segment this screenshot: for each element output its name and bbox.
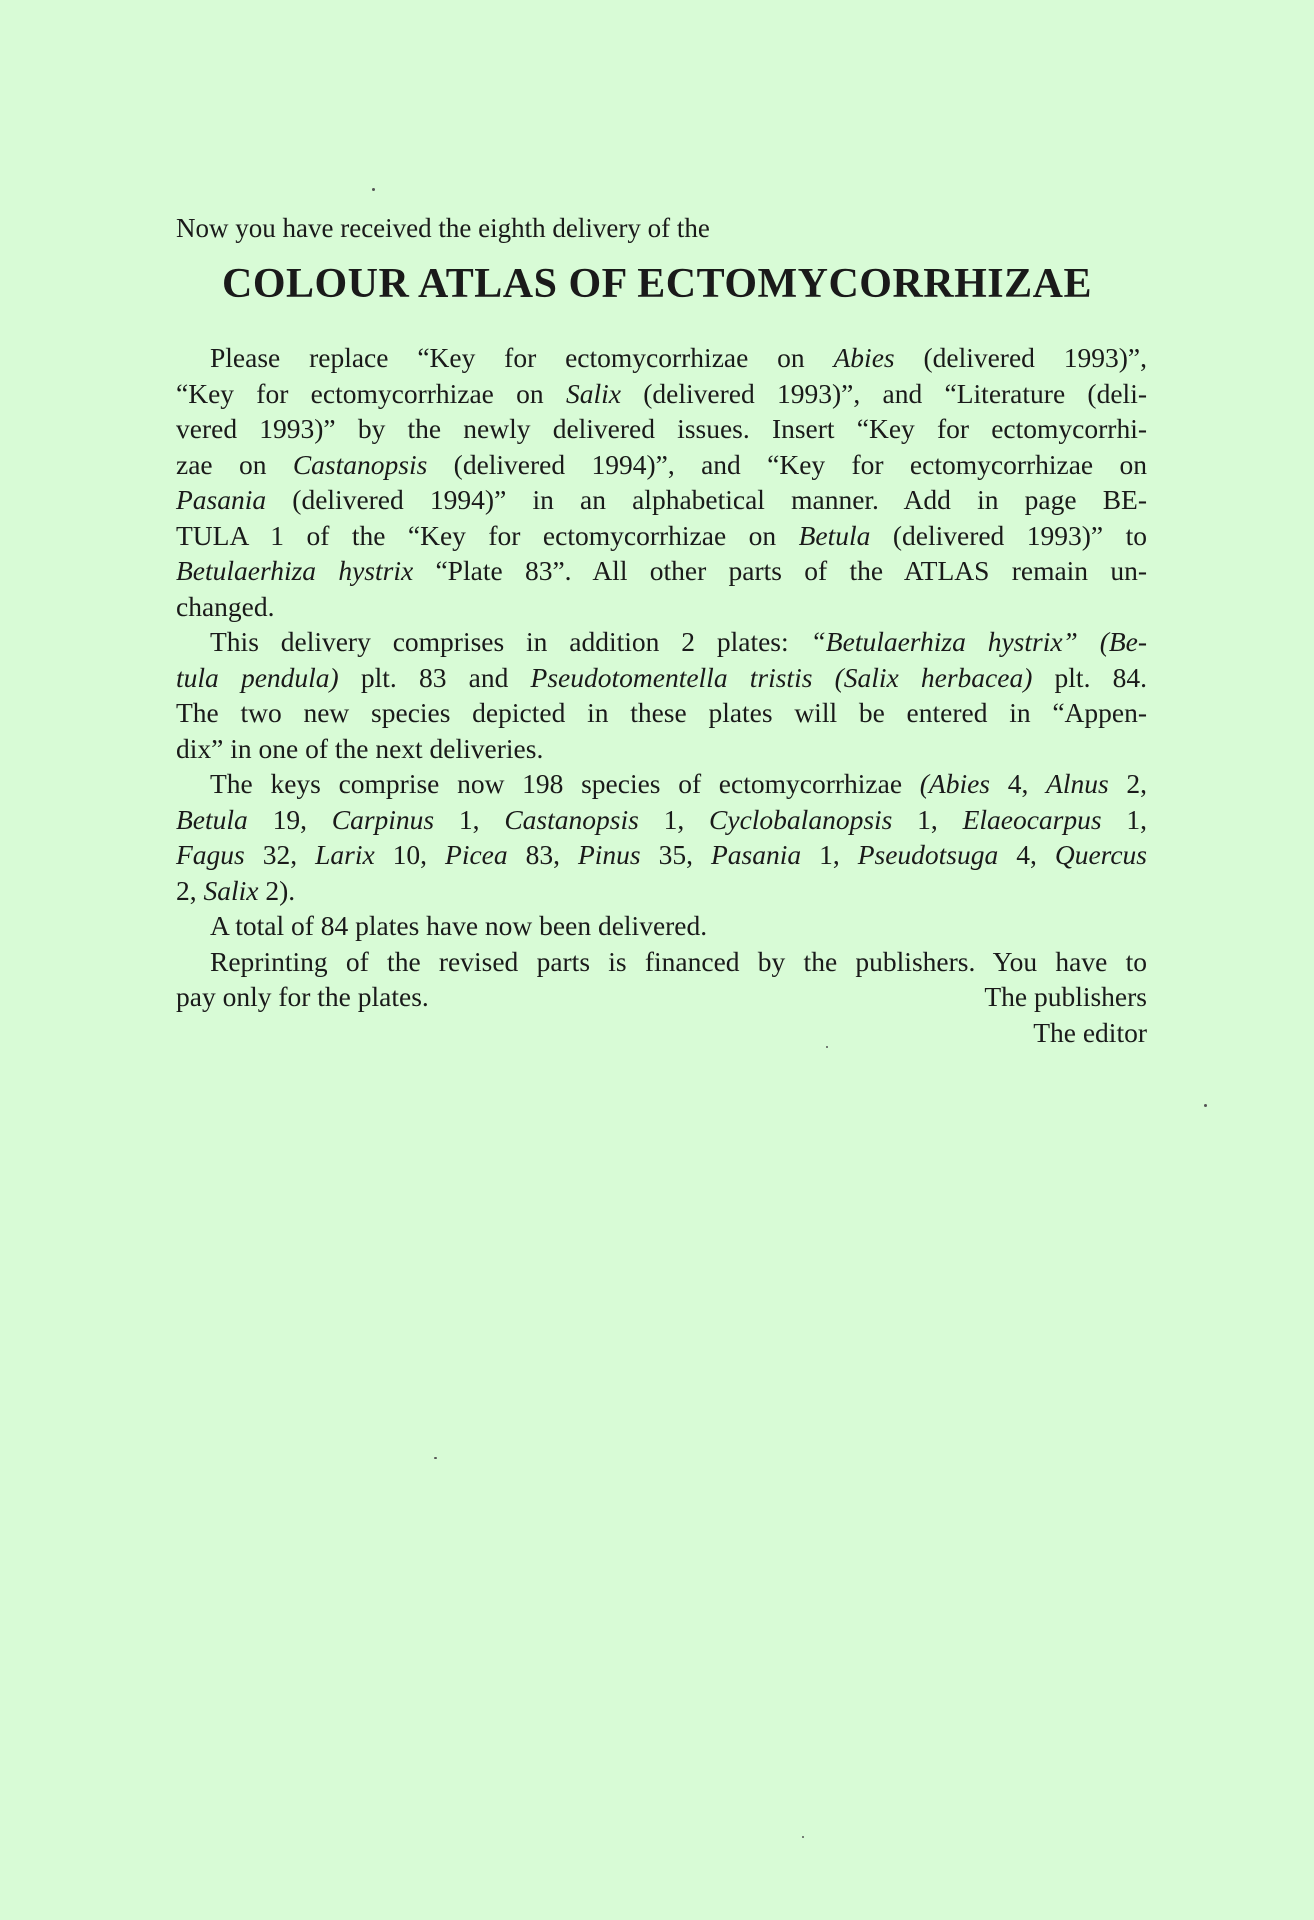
paragraph-replace-instructions <box>176 340 1147 624</box>
paragraph-reprinting <box>176 944 1147 1051</box>
paper-speck <box>372 188 375 191</box>
text-line: Reprinting of the revised parts is financed by the publishers. You have to <box>210 945 1147 977</box>
text-line: Betula 19, Carpinus 1, Castanopsis 1, Cyclobalanopsis 1, Elaeocarpus 1, <box>176 803 1148 835</box>
text-line: pay only for the plates. <box>176 981 429 1012</box>
paper-speck <box>826 1046 828 1048</box>
text-line: “Key for ectomycorrhizae on Salix (delivered 1993)”, and “Literature (deli- <box>176 377 1147 409</box>
text-line: vered 1993)” by the newly delivered issues. Insert “Key for ectomycorrhi- <box>176 413 1147 444</box>
signature-publishers: The publishers <box>984 981 1147 1012</box>
text-line: Fagus 32, Larix 10, Picea 83, Pinus 35, Pasania 1, Pseudotsuga 4, Quercus <box>176 839 1148 870</box>
text-line-with-signature <box>176 979 1147 1015</box>
text-line: dix” in one of the next deliveries. <box>176 732 544 764</box>
paper-speck <box>802 1836 804 1838</box>
text-line: Betulaerhiza hystrix “Plate 83”. All other parts of the ATLAS remain un- <box>176 555 1147 586</box>
text-line: 2, Salix 2). <box>176 874 296 906</box>
document-title: COLOUR ATLAS OF ECTOMYCORRHIZAE <box>222 261 1092 307</box>
paragraph-plates <box>176 624 1147 766</box>
text-line: This delivery comprises in addition 2 plates: “Betulaerhiza hystrix” (Be- <box>210 626 1148 657</box>
text-line: Please replace “Key for ectomycorrhizae on Abies (delivered 1993)”, <box>210 342 1147 373</box>
text-line: The keys comprise now 198 species of ectomycorrhizae (Abies 4, Alnus 2, <box>210 768 1147 799</box>
paragraph-species-count <box>176 766 1147 908</box>
text-line: changed. <box>176 590 275 622</box>
paragraph-total-plates <box>176 908 1147 944</box>
paper-speck <box>1204 1104 1207 1107</box>
text-line: TULA 1 of the “Key for ectomycorrhizae on Betula (delivered 1993)” to <box>176 519 1147 551</box>
intro-line: Now you have received the eighth delivery of the <box>176 213 710 243</box>
text-line: tula pendula) plt. 83 and Pseudotomentella tristis (Salix herbacea) plt. 84. <box>176 661 1147 693</box>
paper-speck <box>434 1457 437 1459</box>
signature-editor: The editor <box>1033 1016 1147 1048</box>
text-line: The two new species depicted in these plates will be entered in “Appen- <box>176 697 1147 728</box>
text-line: zae on Castanopsis (delivered 1994)”, and “Key for ectomycorrhizae on <box>176 448 1147 480</box>
document-body <box>176 340 1147 1050</box>
text-line: A total of 84 plates have now been delivered. <box>210 910 708 941</box>
text-line: Pasania (delivered 1994)” in an alphabetical manner. Add in page BE- <box>176 484 1147 515</box>
